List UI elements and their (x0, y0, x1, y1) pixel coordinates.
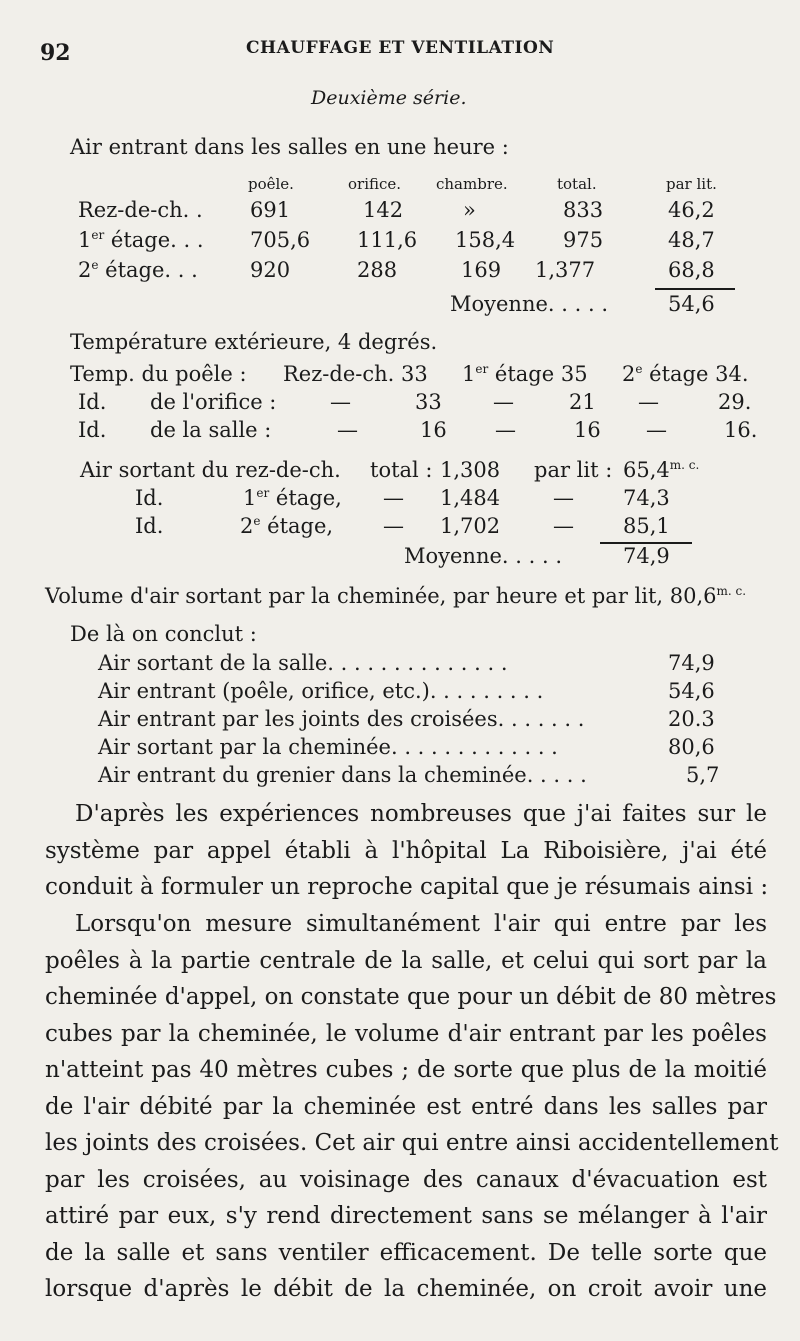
text-line: cheminée d'appel, on constate que pour un débit de 80 mètres (45, 984, 777, 1010)
page-number: 92 (40, 40, 71, 66)
dash: — (383, 514, 404, 538)
sortant-total: 1,308 (440, 458, 501, 482)
sortant-etage: 2e étage, (240, 514, 334, 538)
sortant-etage: 1er étage, (243, 486, 342, 510)
item-value: 20.3 (668, 707, 715, 731)
sortant-parlit: $65,4^{m. c.}$ (623, 458, 700, 482)
col-total: total. (557, 175, 597, 193)
item-label: Air sortant de la salle. . . . . . . . . . . . . . (98, 651, 508, 675)
moyenne-value: 54,6 (668, 292, 715, 316)
cell-total: 1,377 (535, 258, 596, 282)
cell-orifice: 288 (357, 258, 398, 282)
cell-chambre: » (463, 198, 476, 222)
temp-value: 16 (574, 418, 601, 442)
text-line: de l'air débité par la cheminée est entré dans les salles par (45, 1093, 767, 1120)
cell-par-lit: 68,8 (668, 258, 715, 282)
text-line: système par appel établi à l'hôpital La Riboisière, j'ai été (45, 837, 767, 864)
cell-chambre: 169 (461, 258, 502, 282)
cell-poele: 920 (250, 258, 291, 282)
cell-poele: 705,6 (250, 228, 311, 252)
temp-value: 29. (718, 390, 752, 414)
col-orifice: orifice. (348, 175, 402, 193)
text-line: de la salle et sans ventiler efficacement. De telle sorte que (45, 1239, 767, 1266)
text-line: poêles à la partie centrale de la salle, et celui qui sort par la (45, 947, 767, 974)
sortant-total: 1,702 (440, 514, 501, 538)
sortant-total: 1,484 (440, 486, 501, 510)
item-label: Air entrant par les joints des croisées. . . . . . . (98, 707, 585, 731)
sortant-parlit: 74,3 (623, 486, 670, 510)
row-label: 1er étage. . . (78, 228, 204, 252)
text-line: Lorsqu'on mesure simultanément l'air qui entre par les (75, 911, 767, 937)
text-line: n'atteint pas 40 mètres cubes ; de sorte que plus de la moitié (45, 1057, 767, 1083)
sortant-parlit: 85,1 (623, 514, 670, 538)
col-par-lit: par lit. (666, 175, 717, 193)
item-value: 54,6 (668, 679, 715, 703)
cell-total: 975 (563, 228, 604, 252)
dash: — (383, 486, 404, 510)
running-title: CHAUFFAGE ET VENTILATION (246, 38, 555, 58)
temperature-exterieure: Température extérieure, 4 degrés. (70, 330, 438, 354)
item-label: Air sortant par la cheminée. . . . . . . . . . . . . (98, 735, 558, 759)
col-chambre: chambre. (436, 175, 508, 193)
temp-1er: 1er étage 35 (462, 362, 588, 386)
text-line: attiré par eux, s'y rend directement sans se mélanger à l'air (45, 1203, 767, 1229)
row-label: 2e étage. . . (78, 258, 198, 282)
moyenne-label: Moyenne. . . . . (450, 292, 608, 316)
dash: — (337, 418, 358, 442)
dash: — (495, 418, 516, 442)
temp-label: Temp. du poêle : (70, 362, 247, 386)
cell-poele: 691 (250, 198, 291, 222)
moyenne-label: Moyenne. . . . . (404, 544, 562, 568)
temp-id: Id. (78, 390, 107, 414)
text-line: cubes par la cheminée, le volume d'air entrant par les poêles (45, 1020, 767, 1047)
row-label: Rez-de-ch. . (78, 198, 203, 222)
sortant-parlit-label: par lit : (534, 458, 613, 482)
temp-value: 16. (724, 418, 758, 442)
dash: — (553, 514, 574, 538)
item-value: 74,9 (668, 651, 715, 675)
cell-chambre: 158,4 (455, 228, 516, 252)
temp-orifice-label: de l'orifice : (150, 390, 277, 414)
temp-value: 21 (569, 390, 596, 414)
text-line: D'après les expériences nombreuses que j'ai faites sur le (75, 801, 767, 827)
dash: — (493, 390, 514, 414)
sortant-label: Air sortant du rez-de-ch. (80, 458, 341, 482)
dash: — (553, 486, 574, 510)
sortant-total-label: total : (370, 458, 433, 482)
volume-line: Volume d'air sortant par la cheminée, par heure et par lit, $80,6^{m. c.}$ (45, 584, 747, 608)
cell-par-lit: 48,7 (668, 228, 715, 252)
moyenne-value: 74,9 (623, 544, 670, 568)
text-line: par les croisées, au voisinage des canaux d'évacuation est (45, 1166, 767, 1193)
dash: — (330, 390, 351, 414)
temp-rez: Rez-de-ch. 33 (283, 362, 428, 386)
temp-salle-label: de la salle : (150, 418, 272, 442)
item-label: Air entrant du grenier dans la cheminée. . . . . (98, 763, 587, 787)
temp-value: 33 (415, 390, 442, 414)
temp-2e: 2e étage 34. (622, 362, 749, 386)
paragraph (45, 796, 767, 906)
text-line: lorsque d'après le débit de la cheminée, on croit avoir une (45, 1276, 767, 1302)
sum-rule (655, 288, 735, 290)
dash: — (646, 418, 667, 442)
sortant-id: Id. (135, 486, 164, 510)
cell-orifice: 111,6 (357, 228, 418, 252)
item-value: 80,6 (668, 735, 715, 759)
col-poele: poêle. (248, 175, 294, 193)
paragraph (45, 906, 779, 1308)
table-intro: Air entrant dans les salles en une heure : (70, 135, 509, 159)
temp-value: 16 (420, 418, 447, 442)
sortant-id: Id. (135, 514, 164, 538)
cell-par-lit: 46,2 (668, 198, 715, 222)
item-label: Air entrant (poêle, orifice, etc.). . . . . . . . . (98, 679, 544, 703)
section-subtitle: Deuxième série. (311, 87, 467, 109)
conclusion-intro: De là on conclut : (70, 622, 257, 646)
text-line: conduit à formuler un reproche capital que je résumais ainsi : (45, 874, 769, 900)
cell-total: 833 (563, 198, 604, 222)
cell-orifice: 142 (363, 198, 404, 222)
item-value: 5,7 (686, 763, 720, 787)
dash: — (638, 390, 659, 414)
text-line: les joints des croisées. Cet air qui entre ainsi accidentellement (45, 1130, 779, 1156)
temp-id: Id. (78, 418, 107, 442)
